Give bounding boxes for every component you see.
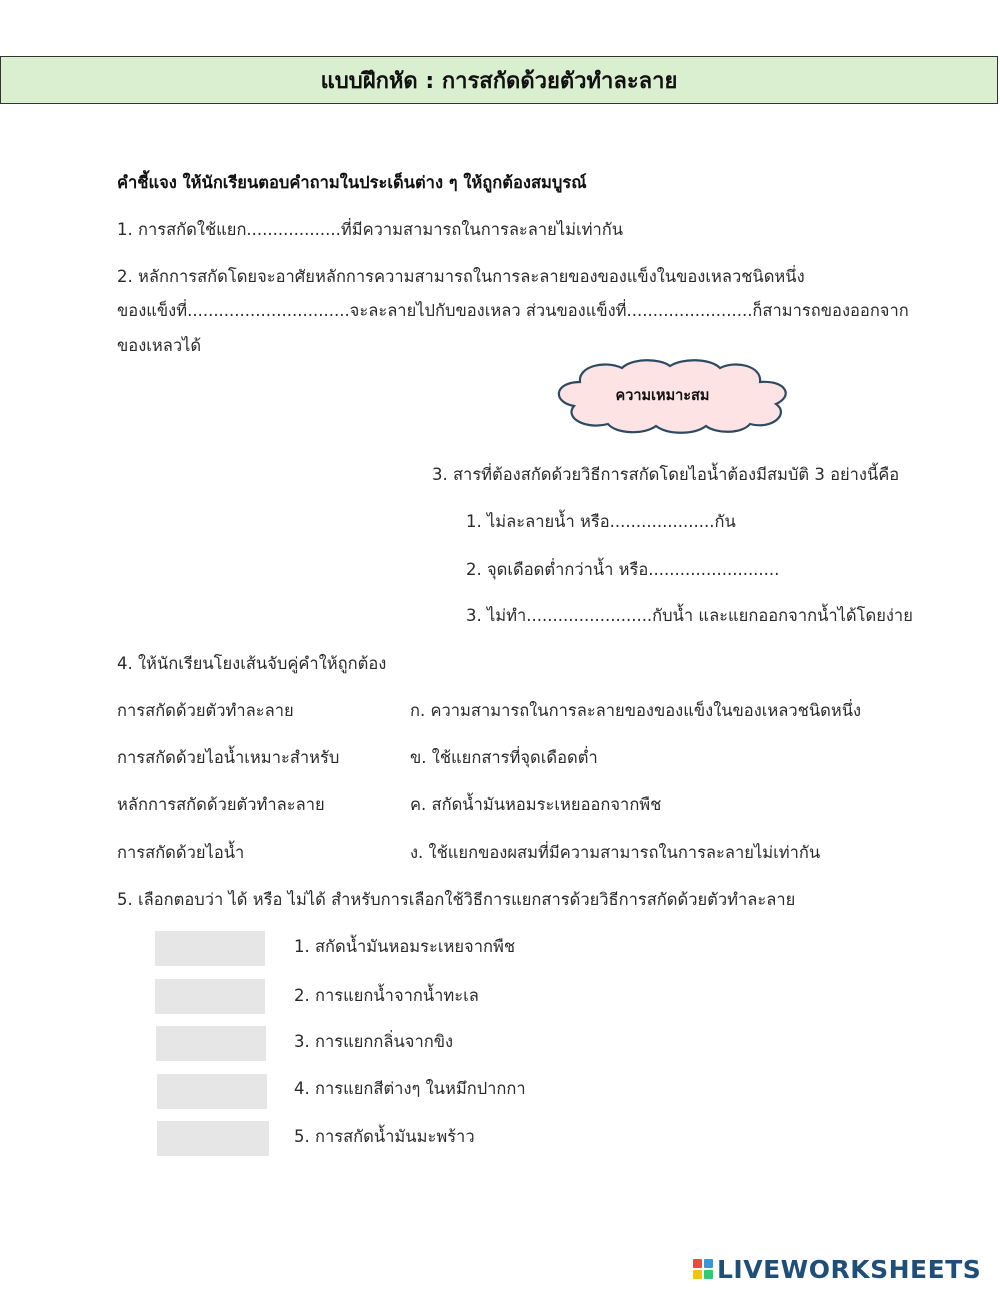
cloud-label: ความเหมาะสม (615, 387, 710, 404)
worksheet-header (0, 56, 998, 104)
answer-box-2[interactable] (155, 979, 265, 1014)
instruction-text: คำชี้แจง ให้นักเรียนตอบคำถามในประเด็นต่าง ๆ ให้ถูกต้องสมบูรณ์ (117, 173, 587, 192)
answer-box-1[interactable] (155, 931, 265, 966)
question-5-item: 3. การแยกกลิ่นจากขิง (294, 1032, 454, 1051)
question-2-line-1: 2. หลักการสกัดโดยจะอาศัยหลักการความสามารถในการละลายของของแข็งในของเหลวชนิดหนึ่ง (117, 267, 805, 286)
question-3-item: 2. จุดเดือดต่ำกว่าน้ำ หรือ......................... (466, 560, 780, 579)
match-left-item[interactable]: การสกัดด้วยไอน้ำเหมาะสำหรับ (117, 748, 340, 767)
logo-blocks-icon (693, 1259, 713, 1279)
question-3-item: 1. ไม่ละลายน้ำ หรือ....................กัน (466, 512, 736, 531)
match-right-item[interactable]: ค. สกัดน้ำมันหอมระเหยออกจากพืช (410, 795, 662, 814)
question-5-item: 4. การแยกสีต่างๆ ในหมึกปากกา (294, 1079, 526, 1098)
match-left-item[interactable]: การสกัดด้วยตัวทำละลาย (117, 701, 294, 720)
match-right-item[interactable]: ก. ความสามารถในการละลายของของแข็งในของเหลวชนิดหนึ่ง (410, 701, 862, 720)
match-right-item[interactable]: ง. ใช้แยกของผสมที่มีความสามารถในการละลายไม่เท่ากัน (410, 843, 821, 862)
question-5-title: 5. เลือกตอบว่า ได้ หรือ ไม่ได้ สำหรับการเลือกใช้วิธีการแยกสารด้วยวิธีการสกัดด้วยตัวทำละลาย (117, 890, 796, 909)
question-1: 1. การสกัดใช้แยก..................ที่มีความสามารถในการละลายไม่เท่ากัน (117, 220, 624, 239)
worksheet-title: แบบฝึกหัด : การสกัดด้วยตัวทำละลาย (320, 68, 678, 94)
match-left-item[interactable]: หลักการสกัดด้วยตัวทำละลาย (117, 795, 325, 814)
logo-text: LIVEWORKSHEETS (717, 1254, 982, 1284)
cloud-shape (550, 356, 795, 434)
question-3-item: 3. ไม่ทำ........................กับน้ำ และแยกออกจากน้ำได้โดยง่าย (466, 606, 913, 625)
answer-box-3[interactable] (156, 1026, 266, 1061)
liveworksheets-logo (693, 1254, 981, 1284)
match-right-item[interactable]: ข. ใช้แยกสารที่จุดเดือดต่ำ (410, 748, 598, 767)
match-left-item[interactable]: การสกัดด้วยไอน้ำ (117, 843, 245, 862)
question-2-line-2: ของแข็งที่...............................จะละลายไปกับของเหลว ส่วนของแข็งที่........................ก็สามารถของออกจาก (117, 301, 909, 320)
question-4-title: 4. ให้นักเรียนโยงเส้นจับคู่คำให้ถูกต้อง (117, 654, 387, 673)
question-5-item: 5. การสกัดน้ำมันมะพร้าว (294, 1127, 475, 1146)
question-3-title: 3. สารที่ต้องสกัดด้วยวิธีการสกัดโดยไอน้ำต้องมีสมบัติ 3 อย่างนี้คือ (432, 465, 900, 484)
question-2-line-3: ของเหลวได้ (117, 336, 202, 355)
question-5-item: 2. การแยกน้ำจากน้ำทะเล (294, 986, 479, 1005)
answer-box-4[interactable] (157, 1074, 267, 1109)
answer-box-5[interactable] (157, 1121, 269, 1156)
question-5-item: 1. สกัดน้ำมันหอมระเหยจากพืช (294, 937, 516, 956)
